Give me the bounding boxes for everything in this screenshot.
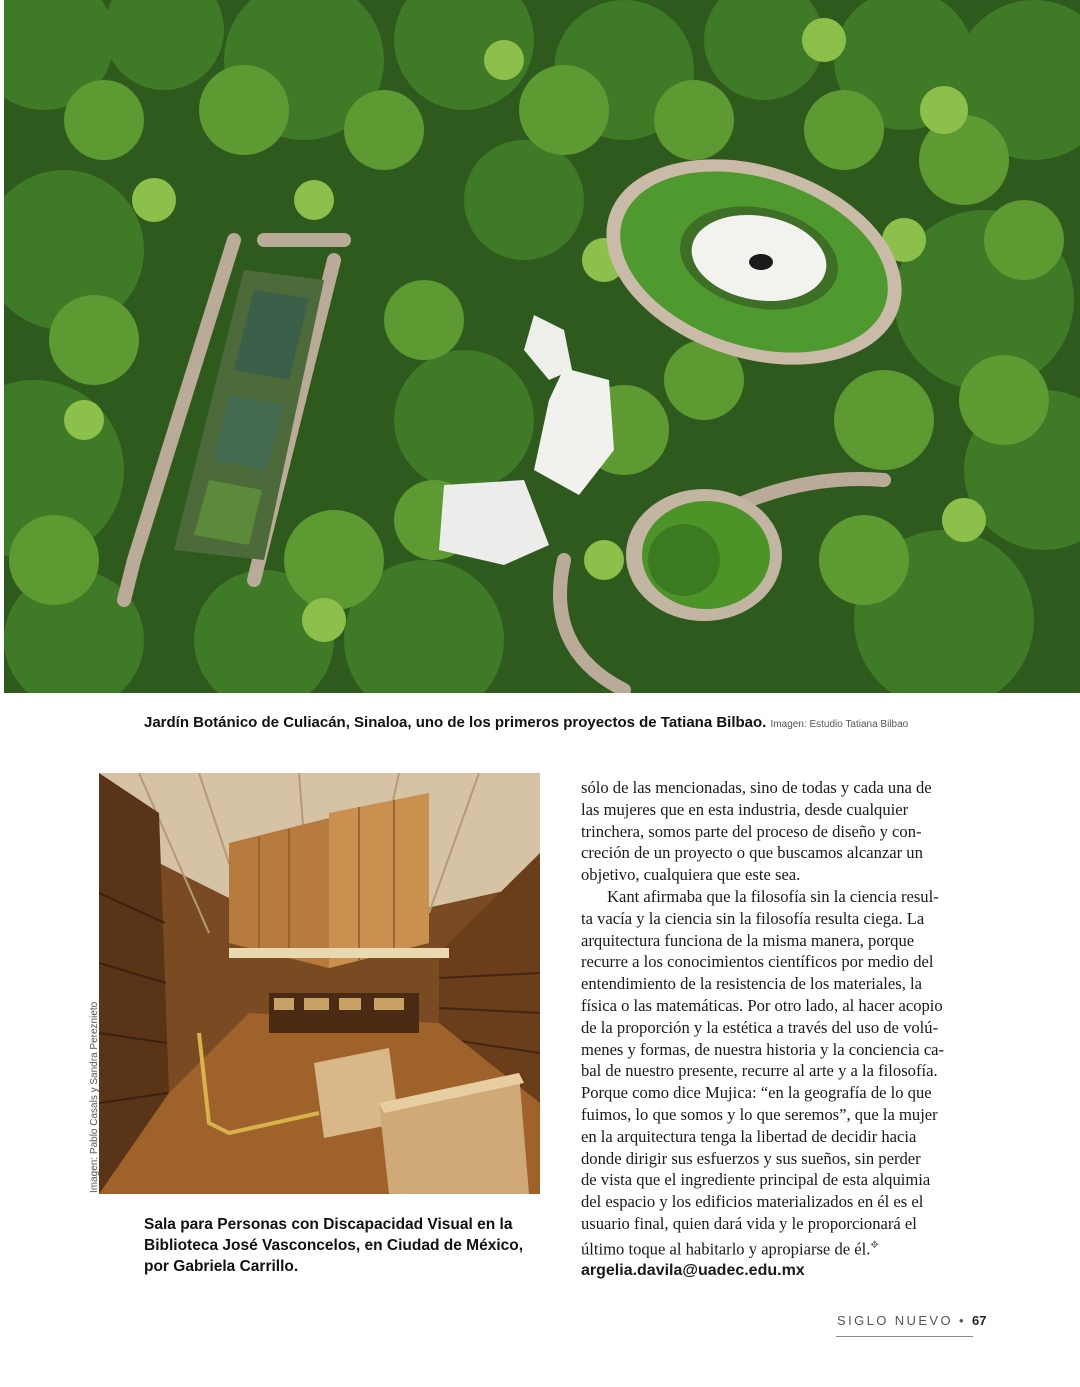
magazine-name: SIGLO NUEVO xyxy=(837,1313,953,1328)
aerial-photo-image xyxy=(4,0,1080,693)
text-line: bal de nuestro presente, recurre al arte y a la filosofía. xyxy=(581,1061,938,1081)
footer-rule xyxy=(836,1336,973,1337)
text-line: usuario final, quien dará vida y le proporcionará el xyxy=(581,1213,917,1233)
text-line: ta vacía y la ciencia sin la filosofía resulta ciega. La xyxy=(581,908,925,928)
text-line: física o las matemáticas. Por otro lado, al hacer acopio xyxy=(581,995,943,1015)
text-line: sólo de las mencionadas, sino de todas y cada una de xyxy=(581,778,932,797)
text-line: Porque como dice Mujica: “en la geografía de lo que xyxy=(581,1083,932,1103)
text-line: recurre a los conocimientos científicos por medio del xyxy=(581,952,934,972)
text-line: de la proporción y la estética a través del uso de volú- xyxy=(581,1017,939,1037)
library-photo-credit: Imagen: Pablo Casals y Sandra Pereznieto xyxy=(89,1001,100,1193)
page-number: 67 xyxy=(971,1313,987,1328)
text-line: trinchera, somos parte del proceso de diseño y con- xyxy=(581,821,922,841)
paragraph-first-line: Kant afirmaba que la filosofía sin la ciencia resul- xyxy=(607,886,939,906)
text-line: donde dirigir sus esfuerzos y sus sueños, sin perder xyxy=(581,1148,921,1168)
hero-photo-caption xyxy=(144,714,1044,731)
text-line xyxy=(581,1235,981,1260)
footer-separator: • xyxy=(959,1313,966,1328)
text-line: entendimiento de la resistencia de los materiales, la xyxy=(581,974,922,994)
author-email: argelia.davila@uadec.edu.mx xyxy=(581,1262,805,1280)
last-line-text: último toque al habitarlo y apropiarse de él. xyxy=(581,1239,871,1259)
caption-line: Biblioteca José Vasconcelos, en Ciudad de México, xyxy=(144,1237,524,1254)
hero-photo-credit: Imagen: Estudio Tatiana Bilbao xyxy=(770,719,909,730)
botanical-garden-aerial-photo xyxy=(4,0,1080,693)
text-line: fuimos, lo que somos y lo que seremos”, que la mujer xyxy=(581,1104,938,1124)
article-body xyxy=(581,777,981,1282)
caption-line: Sala para Personas con Discapacidad Visual en la xyxy=(144,1216,513,1233)
text-line: del espacio y los edificios materializados en él es el xyxy=(581,1192,924,1212)
text-line: arquitectura funciona de la misma manera, porque xyxy=(581,930,915,950)
library-interior-photo xyxy=(99,773,540,1194)
hero-caption-text: Jardín Botánico de Culiacán, Sinaloa, uno de los primeros proyectos de Tatiana Bilbao. xyxy=(144,714,767,731)
end-mark-icon: ✥ xyxy=(870,1239,879,1251)
text-line: objetivo, cualquiera que este sea. xyxy=(581,865,801,885)
text-line: de vista que el ingrediente principal de esta alquimia xyxy=(581,1170,931,1190)
text-line: menes y formas, de nuestra historia y la conciencia ca- xyxy=(581,1039,945,1059)
text-line: creción de un proyecto o que buscamos alcanzar un xyxy=(581,843,923,863)
caption-line: por Gabriela Carrillo. xyxy=(144,1258,299,1275)
text-line: en la arquitectura tenga la libertad de decidir hacia xyxy=(581,1126,917,1146)
page-footer xyxy=(837,1313,987,1328)
library-photo-caption xyxy=(144,1214,534,1277)
library-photo-image xyxy=(99,773,540,1194)
text-line: las mujeres que en esta industria, desde cualquier xyxy=(581,799,909,819)
